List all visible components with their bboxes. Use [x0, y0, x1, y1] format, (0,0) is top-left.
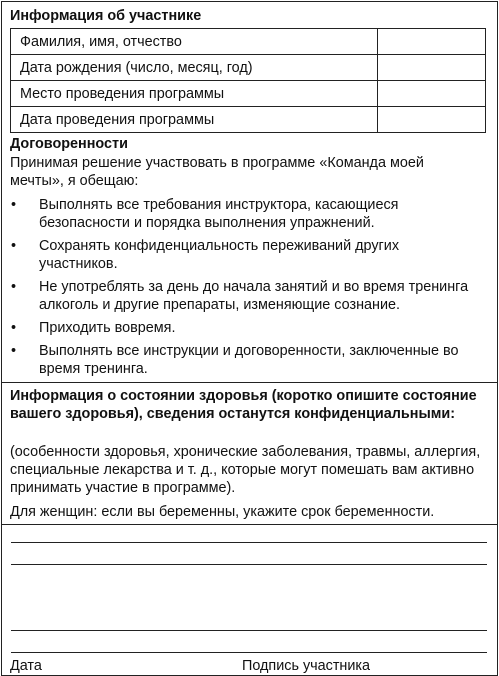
list-item-text: Не употреблять за день до начала занятий и во время тренинга алкоголь и другие препараты, изменяющие сознание. [39, 279, 469, 313]
birth-date-row [10, 54, 486, 80]
participant-info-section [2, 2, 497, 130]
bullet-icon: • [11, 320, 17, 336]
program-date-label: Дата проведения программы [20, 112, 215, 128]
bullet-icon: • [11, 279, 17, 295]
list-item-text: Выполнять все инструкции и договоренности, заключенные во время тренинга. [39, 343, 459, 377]
date-label: Дата [10, 658, 42, 674]
birth-date-label: Дата рождения (число, месяц, год) [20, 60, 253, 76]
list-item [2, 196, 482, 232]
agreements-list [2, 196, 482, 383]
list-item [2, 319, 482, 337]
bullet-icon: • [11, 238, 17, 254]
participant-info-table [10, 28, 486, 133]
women-note: Для женщин: если вы беременны, укажите срок беременности. [10, 504, 435, 520]
health-details: (особенности здоровья, хронические заболевания, травмы, аллергия, специальные лекарства и т. д., которые могут помешать вам активно принимать участие в программе). [10, 444, 481, 496]
answer-line-4[interactable] [11, 652, 487, 653]
program-date-field[interactable] [377, 107, 488, 132]
answer-line-2[interactable] [11, 564, 487, 565]
participant-info-title: Информация об участнике [10, 8, 202, 24]
full-name-field[interactable] [377, 29, 488, 54]
list-item-text: Выполнять все требования инструктора, касающиеся безопасности и порядка выполнения упражнений. [39, 197, 399, 231]
list-item [2, 278, 482, 314]
list-item-text: Сохранять конфиденциальность переживаний других участников. [39, 238, 400, 272]
signature-label: Подпись участника [242, 658, 371, 674]
bullet-icon: • [11, 343, 17, 359]
participant-form [1, 1, 498, 676]
list-item [2, 237, 482, 273]
list-item-text: Приходить вовремя. [39, 320, 176, 336]
program-place-field[interactable] [377, 81, 488, 106]
health-section [2, 382, 497, 525]
agreements-intro: Принимая решение участвовать в программе «Команда моей мечты», я обещаю: [10, 155, 424, 189]
program-place-row [10, 80, 486, 106]
full-name-label: Фамилия, имя, отчество [20, 34, 182, 50]
agreements-title: Договоренности [10, 136, 128, 152]
full-name-row [10, 28, 486, 54]
bullet-icon: • [11, 197, 17, 213]
birth-date-field[interactable] [377, 55, 488, 80]
program-place-label: Место проведения программы [20, 86, 225, 102]
answer-line-1[interactable] [11, 542, 487, 543]
list-item [2, 342, 482, 378]
program-date-row [10, 106, 486, 133]
health-title: Информация о состоянии здоровья (коротко опишите состояние вашего здоровья), сведения останутся конфиденциальными: [10, 388, 477, 422]
answer-line-3[interactable] [11, 630, 487, 631]
health-answer-section [2, 524, 497, 676]
agreements-section [2, 130, 497, 382]
